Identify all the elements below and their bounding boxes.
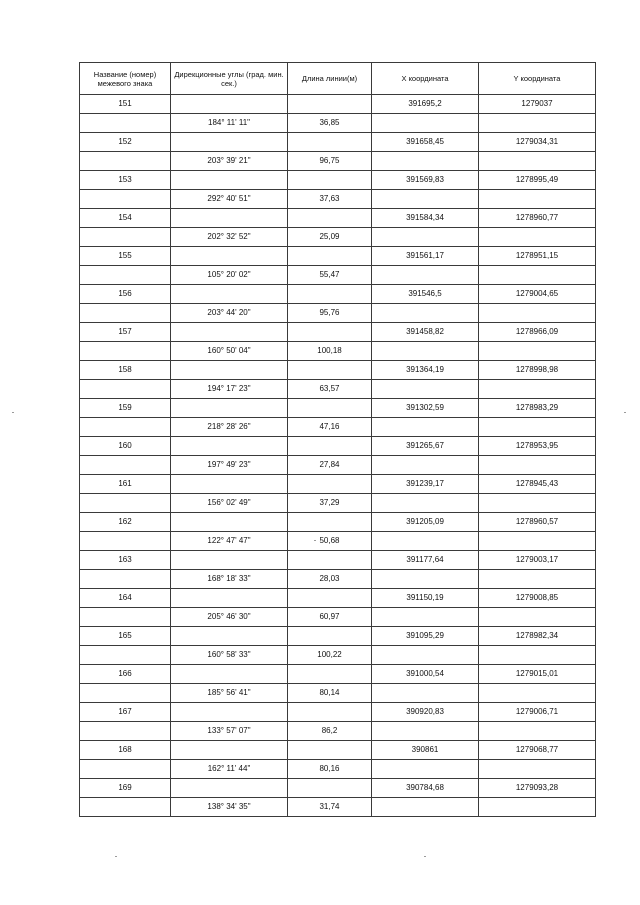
empty-cell: [80, 760, 171, 779]
table-row-boundary-point: [80, 361, 596, 380]
table-header-row: [80, 63, 596, 95]
empty-cell: [372, 266, 479, 285]
empty-cell: [288, 437, 372, 456]
table-row-boundary-point: [80, 475, 596, 494]
empty-cell: [80, 114, 171, 133]
empty-cell: [288, 247, 372, 266]
x-coordinate: 391095,29: [372, 627, 479, 646]
empty-cell: [288, 551, 372, 570]
line-length: 50,68: [288, 532, 372, 551]
empty-cell: [80, 228, 171, 247]
boundary-mark-name: 162: [80, 513, 171, 532]
empty-cell: [479, 152, 596, 171]
empty-cell: [372, 722, 479, 741]
table-row-line-segment: [80, 228, 596, 247]
empty-cell: [288, 779, 372, 798]
empty-cell: [288, 361, 372, 380]
y-coordinate: 1279008,85: [479, 589, 596, 608]
table-row-boundary-point: [80, 133, 596, 152]
boundary-mark-name: 151: [80, 95, 171, 114]
empty-cell: [479, 342, 596, 361]
line-length: 31,74: [288, 798, 372, 817]
directional-angle: 205° 46' 30": [171, 608, 288, 627]
directional-angle: 184° 11' 11": [171, 114, 288, 133]
empty-cell: [479, 418, 596, 437]
empty-cell: [372, 608, 479, 627]
table-row-line-segment: [80, 722, 596, 741]
table-row-line-segment: [80, 342, 596, 361]
empty-cell: [479, 684, 596, 703]
scan-speck: [424, 856, 426, 857]
empty-cell: [372, 228, 479, 247]
empty-cell: [171, 171, 288, 190]
boundary-mark-name: 152: [80, 133, 171, 152]
empty-cell: [479, 494, 596, 513]
directional-angle: 197° 49' 23": [171, 456, 288, 475]
empty-cell: [372, 646, 479, 665]
empty-cell: [479, 114, 596, 133]
y-coordinate: 1279037: [479, 95, 596, 114]
empty-cell: [288, 171, 372, 190]
empty-cell: [171, 323, 288, 342]
empty-cell: [288, 513, 372, 532]
table-body: [80, 95, 596, 817]
empty-cell: [80, 418, 171, 437]
empty-cell: [171, 361, 288, 380]
line-length: 80,16: [288, 760, 372, 779]
table-row-line-segment: [80, 456, 596, 475]
empty-cell: [288, 133, 372, 152]
line-length: 28,03: [288, 570, 372, 589]
header-boundary-mark-name: Название (номер) межевого знака: [80, 63, 171, 95]
boundary-mark-name: 160: [80, 437, 171, 456]
table-row-line-segment: [80, 418, 596, 437]
empty-cell: [288, 285, 372, 304]
empty-cell: [80, 608, 171, 627]
x-coordinate: 391239,17: [372, 475, 479, 494]
directional-angle: 202° 32' 52": [171, 228, 288, 247]
table-row-boundary-point: [80, 513, 596, 532]
line-length: 37,63: [288, 190, 372, 209]
x-coordinate: 391561,17: [372, 247, 479, 266]
table-row-line-segment: [80, 190, 596, 209]
empty-cell: [171, 437, 288, 456]
empty-cell: [288, 323, 372, 342]
line-length: 37,29: [288, 494, 372, 513]
empty-cell: [479, 798, 596, 817]
x-coordinate: 390861: [372, 741, 479, 760]
empty-cell: [171, 703, 288, 722]
table-row-line-segment: [80, 266, 596, 285]
line-length: 36,85: [288, 114, 372, 133]
boundary-mark-name: 166: [80, 665, 171, 684]
empty-cell: [372, 152, 479, 171]
y-coordinate: 1278951,15: [479, 247, 596, 266]
line-length: 100,18: [288, 342, 372, 361]
directional-angle: 156° 02' 49": [171, 494, 288, 513]
empty-cell: [171, 627, 288, 646]
y-coordinate: 1279093,28: [479, 779, 596, 798]
table-row-line-segment: [80, 570, 596, 589]
empty-cell: [479, 380, 596, 399]
x-coordinate: 391205,09: [372, 513, 479, 532]
empty-cell: [288, 665, 372, 684]
table-row-boundary-point: [80, 437, 596, 456]
directional-angle: 105° 20' 02": [171, 266, 288, 285]
empty-cell: [171, 741, 288, 760]
boundary-mark-name: 167: [80, 703, 171, 722]
x-coordinate: 391364,19: [372, 361, 479, 380]
line-length: 80,14: [288, 684, 372, 703]
empty-cell: [288, 741, 372, 760]
directional-angle: 138° 34' 35": [171, 798, 288, 817]
boundary-mark-name: 156: [80, 285, 171, 304]
boundary-mark-name: 153: [80, 171, 171, 190]
table-row-line-segment: [80, 152, 596, 171]
boundary-mark-name: 157: [80, 323, 171, 342]
line-length: 27,84: [288, 456, 372, 475]
line-length: 60,97: [288, 608, 372, 627]
line-length: 47,16: [288, 418, 372, 437]
directional-angle: 160° 58' 33": [171, 646, 288, 665]
boundary-mark-name: 165: [80, 627, 171, 646]
empty-cell: [288, 399, 372, 418]
x-coordinate: 391584,34: [372, 209, 479, 228]
empty-cell: [479, 760, 596, 779]
directional-angle: 185° 56' 41": [171, 684, 288, 703]
empty-cell: [80, 342, 171, 361]
line-length: 25,09: [288, 228, 372, 247]
boundary-mark-name: 161: [80, 475, 171, 494]
empty-cell: [372, 190, 479, 209]
header-line-length: Длина линии(м): [288, 63, 372, 95]
empty-cell: [479, 228, 596, 247]
boundary-mark-name: 154: [80, 209, 171, 228]
y-coordinate: 1279004,65: [479, 285, 596, 304]
table-row-line-segment: [80, 114, 596, 133]
empty-cell: [479, 190, 596, 209]
empty-cell: [372, 114, 479, 133]
empty-cell: [171, 209, 288, 228]
empty-cell: [479, 646, 596, 665]
x-coordinate: 391569,83: [372, 171, 479, 190]
empty-cell: [479, 266, 596, 285]
table-row-boundary-point: [80, 665, 596, 684]
empty-cell: [171, 133, 288, 152]
empty-cell: [372, 798, 479, 817]
boundary-mark-name: 155: [80, 247, 171, 266]
table-row-boundary-point: [80, 171, 596, 190]
y-coordinate: 1278945,43: [479, 475, 596, 494]
table-row-line-segment: [80, 684, 596, 703]
scan-speck: [624, 412, 626, 413]
table-row-line-segment: [80, 608, 596, 627]
boundary-mark-name: 164: [80, 589, 171, 608]
empty-cell: [80, 152, 171, 171]
y-coordinate: 1278995,49: [479, 171, 596, 190]
x-coordinate: 391150,19: [372, 589, 479, 608]
x-coordinate: 391458,82: [372, 323, 479, 342]
empty-cell: [171, 779, 288, 798]
empty-cell: [80, 798, 171, 817]
directional-angle: 203° 44' 20": [171, 304, 288, 323]
empty-cell: [171, 247, 288, 266]
header-y-coordinate: Y координата: [479, 63, 596, 95]
x-coordinate: 391695,2: [372, 95, 479, 114]
table-row-line-segment: [80, 494, 596, 513]
y-coordinate: 1279003,17: [479, 551, 596, 570]
x-coordinate: 391265,67: [372, 437, 479, 456]
empty-cell: [171, 665, 288, 684]
y-coordinate: 1278998,98: [479, 361, 596, 380]
directional-angle: 160° 50' 04": [171, 342, 288, 361]
empty-cell: [80, 190, 171, 209]
empty-cell: [171, 285, 288, 304]
empty-cell: [171, 551, 288, 570]
y-coordinate: 1278953,95: [479, 437, 596, 456]
empty-cell: [80, 570, 171, 589]
empty-cell: [80, 304, 171, 323]
scan-speck: [314, 540, 316, 541]
empty-cell: [171, 475, 288, 494]
empty-cell: [80, 266, 171, 285]
line-length: 63,57: [288, 380, 372, 399]
directional-angle: 203° 39' 21": [171, 152, 288, 171]
empty-cell: [479, 608, 596, 627]
empty-cell: [80, 494, 171, 513]
empty-cell: [80, 646, 171, 665]
boundary-mark-name: 169: [80, 779, 171, 798]
table-row-boundary-point: [80, 399, 596, 418]
y-coordinate: 1278982,34: [479, 627, 596, 646]
x-coordinate: 391546,5: [372, 285, 479, 304]
empty-cell: [288, 627, 372, 646]
x-coordinate: 391658,45: [372, 133, 479, 152]
table-row-line-segment: [80, 798, 596, 817]
directional-angle: 122° 47' 47": [171, 532, 288, 551]
y-coordinate: 1278983,29: [479, 399, 596, 418]
y-coordinate: 1278960,57: [479, 513, 596, 532]
empty-cell: [372, 570, 479, 589]
boundary-mark-name: 168: [80, 741, 171, 760]
empty-cell: [288, 703, 372, 722]
boundary-coordinates-table: [79, 62, 596, 817]
empty-cell: [372, 456, 479, 475]
y-coordinate: 1279015,01: [479, 665, 596, 684]
table-row-boundary-point: [80, 589, 596, 608]
line-length: 100,22: [288, 646, 372, 665]
directional-angle: 162° 11' 44": [171, 760, 288, 779]
line-length: 55,47: [288, 266, 372, 285]
empty-cell: [372, 532, 479, 551]
y-coordinate: 1279034,31: [479, 133, 596, 152]
boundary-mark-name: 158: [80, 361, 171, 380]
table-row-boundary-point: [80, 627, 596, 646]
empty-cell: [372, 418, 479, 437]
empty-cell: [288, 95, 372, 114]
empty-cell: [479, 570, 596, 589]
x-coordinate: 390784,68: [372, 779, 479, 798]
empty-cell: [372, 684, 479, 703]
header-x-coordinate: X координата: [372, 63, 479, 95]
table-row-boundary-point: [80, 779, 596, 798]
table-row-boundary-point: [80, 247, 596, 266]
empty-cell: [372, 342, 479, 361]
table-row-line-segment: [80, 304, 596, 323]
header-directional-angle: Дирекционные углы (град. мин. сек.): [171, 63, 288, 95]
empty-cell: [479, 532, 596, 551]
empty-cell: [80, 456, 171, 475]
table-row-line-segment: [80, 532, 596, 551]
directional-angle: 168° 18' 33": [171, 570, 288, 589]
y-coordinate: 1278966,09: [479, 323, 596, 342]
empty-cell: [479, 456, 596, 475]
empty-cell: [372, 494, 479, 513]
line-length: 95,76: [288, 304, 372, 323]
table-row-line-segment: [80, 760, 596, 779]
line-length: 96,75: [288, 152, 372, 171]
empty-cell: [80, 532, 171, 551]
table-row-boundary-point: [80, 323, 596, 342]
empty-cell: [288, 475, 372, 494]
empty-cell: [372, 380, 479, 399]
empty-cell: [288, 209, 372, 228]
x-coordinate: 391302,59: [372, 399, 479, 418]
empty-cell: [372, 760, 479, 779]
y-coordinate: 1279006,71: [479, 703, 596, 722]
empty-cell: [171, 589, 288, 608]
directional-angle: 218° 28' 26": [171, 418, 288, 437]
table-row-boundary-point: [80, 285, 596, 304]
table-row-line-segment: [80, 380, 596, 399]
empty-cell: [80, 684, 171, 703]
table-row-boundary-point: [80, 209, 596, 228]
directional-angle: 133° 57' 07": [171, 722, 288, 741]
table-row-boundary-point: [80, 703, 596, 722]
x-coordinate: 391177,64: [372, 551, 479, 570]
empty-cell: [479, 722, 596, 741]
empty-cell: [171, 399, 288, 418]
empty-cell: [171, 513, 288, 532]
scan-speck: [115, 856, 117, 857]
x-coordinate: 391000,54: [372, 665, 479, 684]
empty-cell: [479, 304, 596, 323]
directional-angle: 194° 17' 23": [171, 380, 288, 399]
scan-speck: [12, 412, 14, 413]
table-row-boundary-point: [80, 551, 596, 570]
y-coordinate: 1278960,77: [479, 209, 596, 228]
directional-angle: 292° 40' 51": [171, 190, 288, 209]
boundary-mark-name: 159: [80, 399, 171, 418]
x-coordinate: 390920,83: [372, 703, 479, 722]
boundary-mark-name: 163: [80, 551, 171, 570]
empty-cell: [288, 589, 372, 608]
table-row-line-segment: [80, 646, 596, 665]
empty-cell: [372, 304, 479, 323]
table-row-boundary-point: [80, 741, 596, 760]
table-row-boundary-point: [80, 95, 596, 114]
empty-cell: [171, 95, 288, 114]
empty-cell: [80, 380, 171, 399]
empty-cell: [80, 722, 171, 741]
line-length: 86,2: [288, 722, 372, 741]
y-coordinate: 1279068,77: [479, 741, 596, 760]
